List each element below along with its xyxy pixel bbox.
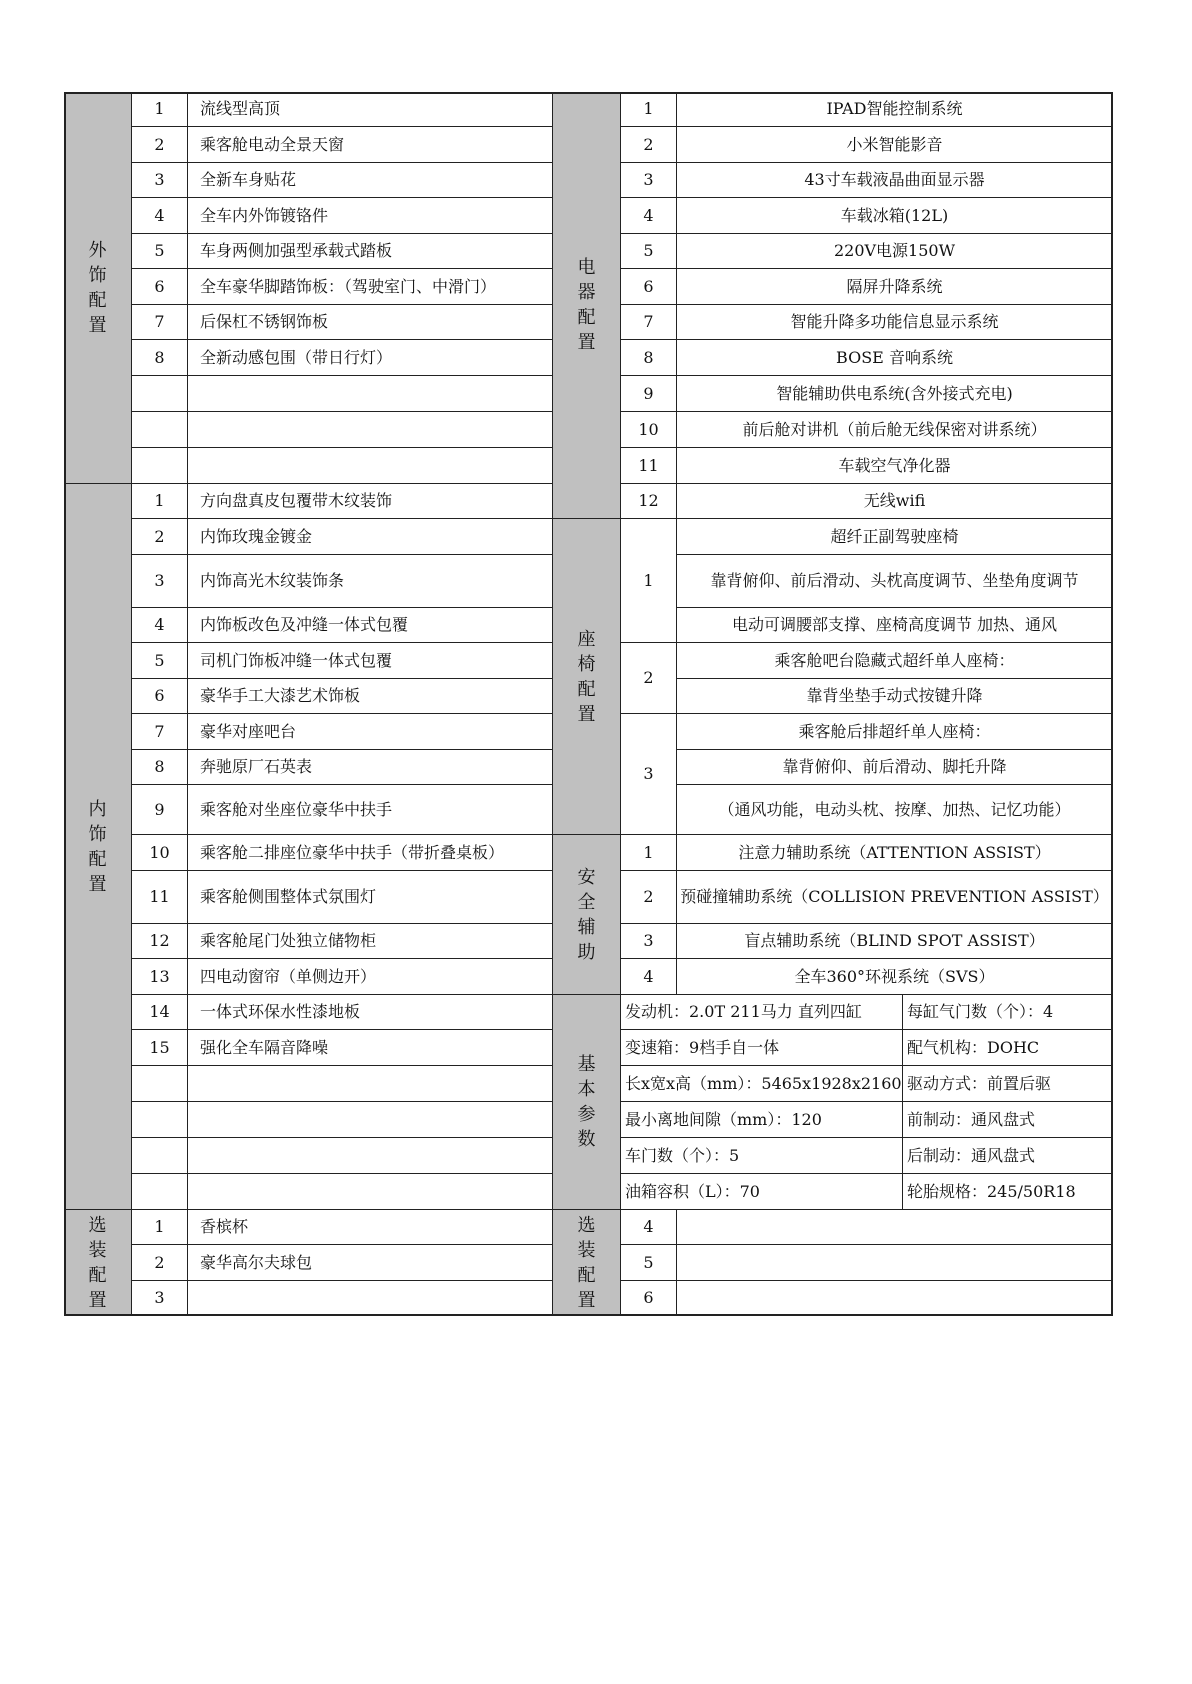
- row-number: 5: [132, 234, 188, 269]
- item-text: 一体式环保水性漆地板: [188, 995, 553, 1030]
- row-number: 11: [132, 871, 188, 924]
- row-number: 5: [621, 1245, 677, 1281]
- item-text: 注意力辅助系统（ATTENTION ASSIST）: [677, 835, 1113, 871]
- item-text: 司机门饰板冲缝一体式包覆: [188, 643, 553, 679]
- row-number: 3: [132, 1281, 188, 1316]
- spec-left: 车门数（个）：5: [621, 1138, 903, 1174]
- row-number: 2: [132, 519, 188, 555]
- item-text: [677, 1281, 1113, 1316]
- right-section-header: [553, 519, 621, 835]
- row-number: 1: [621, 519, 677, 643]
- row-number: 4: [621, 1210, 677, 1245]
- row-number: 1: [621, 835, 677, 871]
- item-text: 智能升降多功能信息显示系统: [677, 305, 1113, 340]
- seat-description: 乘客舱后排超纤单人座椅：: [677, 714, 1113, 750]
- row-number: 7: [132, 714, 188, 750]
- item-text: [188, 448, 553, 484]
- seat-description: 乘客舱吧台隐藏式超纤单人座椅：: [677, 643, 1113, 679]
- spec-right: 前制动：通风盘式: [903, 1102, 1113, 1138]
- row-number: 3: [621, 163, 677, 198]
- item-text: 内饰板改色及冲缝一体式包覆: [188, 608, 553, 643]
- item-text: 流线型高顶: [188, 92, 553, 127]
- item-text: 豪华高尔夫球包: [188, 1245, 553, 1281]
- row-number: 6: [132, 269, 188, 305]
- row-number: 6: [621, 269, 677, 305]
- item-text: [188, 412, 553, 448]
- row-number: 1: [621, 92, 677, 127]
- row-number: 4: [621, 959, 677, 995]
- seat-description: 靠背俯仰、前后滑动、脚托升降: [677, 750, 1113, 785]
- row-number: [132, 412, 188, 448]
- item-text: 内饰高光木纹装饰条: [188, 555, 553, 608]
- row-number: [132, 1066, 188, 1102]
- row-number: 3: [621, 924, 677, 959]
- row-number: 2: [621, 127, 677, 163]
- section-label: 内饰配置: [88, 798, 107, 895]
- row-number: 2: [132, 127, 188, 163]
- spec-left: 变速箱：9档手自一体: [621, 1030, 903, 1066]
- row-number: [132, 448, 188, 484]
- row-number: 3: [621, 714, 677, 835]
- item-text: 乘客舱尾门处独立储物柜: [188, 924, 553, 959]
- item-text: 强化全车隔音降噪: [188, 1030, 553, 1066]
- item-text: 全车内外饰镀铬件: [188, 198, 553, 234]
- seat-description: 电动可调腰部支撑、座椅高度调节 加热、通风: [677, 608, 1113, 643]
- seat-description: 超纤正副驾驶座椅: [677, 519, 1113, 555]
- right-section-header: [553, 1210, 621, 1316]
- item-text: 后保杠不锈钢饰板: [188, 305, 553, 340]
- row-number: 1: [132, 1210, 188, 1245]
- row-number: 1: [132, 484, 188, 519]
- item-text: [677, 1210, 1113, 1245]
- item-text: 乘客舱二排座位豪华中扶手（带折叠桌板）: [188, 835, 553, 871]
- item-text: 全新车身贴花: [188, 163, 553, 198]
- row-number: [132, 1102, 188, 1138]
- item-text: 香槟杯: [188, 1210, 553, 1245]
- item-text: 奔驰原厂石英表: [188, 750, 553, 785]
- spec-left: 油箱容积（L）：70: [621, 1174, 903, 1210]
- item-text: 乘客舱侧围整体式氛围灯: [188, 871, 553, 924]
- row-number: 13: [132, 959, 188, 995]
- row-number: 4: [132, 198, 188, 234]
- section-label: 基本参数: [577, 1054, 596, 1150]
- spec-right: 每缸气门数（个）：4: [903, 995, 1113, 1030]
- item-text: BOSE 音响系统: [677, 340, 1113, 376]
- row-number: 4: [132, 608, 188, 643]
- row-number: 10: [621, 412, 677, 448]
- item-text: 四电动窗帘（单侧边开）: [188, 959, 553, 995]
- item-text: 隔屏升降系统: [677, 269, 1113, 305]
- item-text: [188, 1174, 553, 1210]
- section-label: 选装配置: [577, 1214, 596, 1311]
- row-number: 7: [132, 305, 188, 340]
- item-text: 车载空气净化器: [677, 448, 1113, 484]
- item-text: 方向盘真皮包覆带木纹装饰: [188, 484, 553, 519]
- item-text: 车载冰箱(12L): [677, 198, 1113, 234]
- spec-right: 配气机构：DOHC: [903, 1030, 1113, 1066]
- section-label: 电器配置: [577, 257, 596, 353]
- left-section-header: [64, 1210, 132, 1316]
- section-label: 座椅配置: [577, 628, 596, 725]
- row-number: 2: [132, 1245, 188, 1281]
- row-number: 10: [132, 835, 188, 871]
- row-number: [132, 1174, 188, 1210]
- row-number: 12: [132, 924, 188, 959]
- row-number: 8: [621, 340, 677, 376]
- item-text: [188, 376, 553, 412]
- item-text: 内饰玫瑰金镀金: [188, 519, 553, 555]
- row-number: 9: [132, 785, 188, 835]
- config-sheet: [64, 92, 1113, 1316]
- spec-right: 轮胎规格：245/50R18: [903, 1174, 1113, 1210]
- row-number: 12: [621, 484, 677, 519]
- item-text: [677, 1245, 1113, 1281]
- item-text: [188, 1102, 553, 1138]
- spec-left: 最小离地间隙（mm）：120: [621, 1102, 903, 1138]
- row-number: 6: [132, 679, 188, 714]
- right-section-header: [553, 995, 621, 1210]
- item-text: [188, 1138, 553, 1174]
- item-text: 盲点辅助系统（BLIND SPOT ASSIST）: [677, 924, 1113, 959]
- row-number: 6: [621, 1281, 677, 1316]
- item-text: [188, 1066, 553, 1102]
- item-text: 前后舱对讲机（前后舱无线保密对讲系统）: [677, 412, 1113, 448]
- item-text: 220V电源150W: [677, 234, 1113, 269]
- row-number: 8: [132, 340, 188, 376]
- item-text: 无线wifi: [677, 484, 1113, 519]
- spec-left: 发动机：2.0T 211马力 直列四缸: [621, 995, 903, 1030]
- seat-description: （通风功能，电动头枕、按摩、加热、记忆功能）: [677, 785, 1113, 835]
- section-label: 选装配置: [88, 1214, 107, 1311]
- row-number: 5: [621, 234, 677, 269]
- seat-description: 靠背坐垫手动式按键升降: [677, 679, 1113, 714]
- item-text: 乘客舱电动全景天窗: [188, 127, 553, 163]
- item-text: 乘客舱对坐座位豪华中扶手: [188, 785, 553, 835]
- item-text: 智能辅助供电系统(含外接式充电): [677, 376, 1113, 412]
- item-text: 豪华手工大漆艺术饰板: [188, 679, 553, 714]
- left-section-header: [64, 92, 132, 484]
- item-text: [188, 1281, 553, 1316]
- section-label: 安全辅助: [577, 866, 596, 963]
- row-number: 3: [132, 555, 188, 608]
- item-text: 全车豪华脚踏饰板：（驾驶室门、中滑门）: [188, 269, 553, 305]
- row-number: 2: [621, 643, 677, 714]
- section-label: 外饰配置: [88, 239, 107, 336]
- row-number: 4: [621, 198, 677, 234]
- right-section-header: [553, 835, 621, 995]
- spec-left: 长x宽x高（mm）：5465x1928x2160: [621, 1066, 903, 1102]
- row-number: 7: [621, 305, 677, 340]
- item-text: 小米智能影音: [677, 127, 1113, 163]
- seat-description: 靠背俯仰、前后滑动、头枕高度调节、坐垫角度调节: [677, 555, 1113, 608]
- right-section-header: [553, 92, 621, 519]
- row-number: 8: [132, 750, 188, 785]
- row-number: [132, 376, 188, 412]
- row-number: 2: [621, 871, 677, 924]
- item-text: 豪华对座吧台: [188, 714, 553, 750]
- item-text: 车身两侧加强型承载式踏板: [188, 234, 553, 269]
- row-number: 11: [621, 448, 677, 484]
- item-text: IPAD智能控制系统: [677, 92, 1113, 127]
- item-text: 43寸车载液晶曲面显示器: [677, 163, 1113, 198]
- item-text: 全新动感包围（带日行灯）: [188, 340, 553, 376]
- row-number: 3: [132, 163, 188, 198]
- row-number: 1: [132, 92, 188, 127]
- row-number: 9: [621, 376, 677, 412]
- row-number: 5: [132, 643, 188, 679]
- item-text: 全车360°环视系统（SVS）: [677, 959, 1113, 995]
- item-text: 预碰撞辅助系统（COLLISION PREVENTION ASSIST）: [677, 871, 1113, 924]
- spec-right: 驱动方式：前置后驱: [903, 1066, 1113, 1102]
- row-number: 15: [132, 1030, 188, 1066]
- row-number: 14: [132, 995, 188, 1030]
- left-section-header: [64, 484, 132, 1210]
- spec-right: 后制动：通风盘式: [903, 1138, 1113, 1174]
- row-number: [132, 1138, 188, 1174]
